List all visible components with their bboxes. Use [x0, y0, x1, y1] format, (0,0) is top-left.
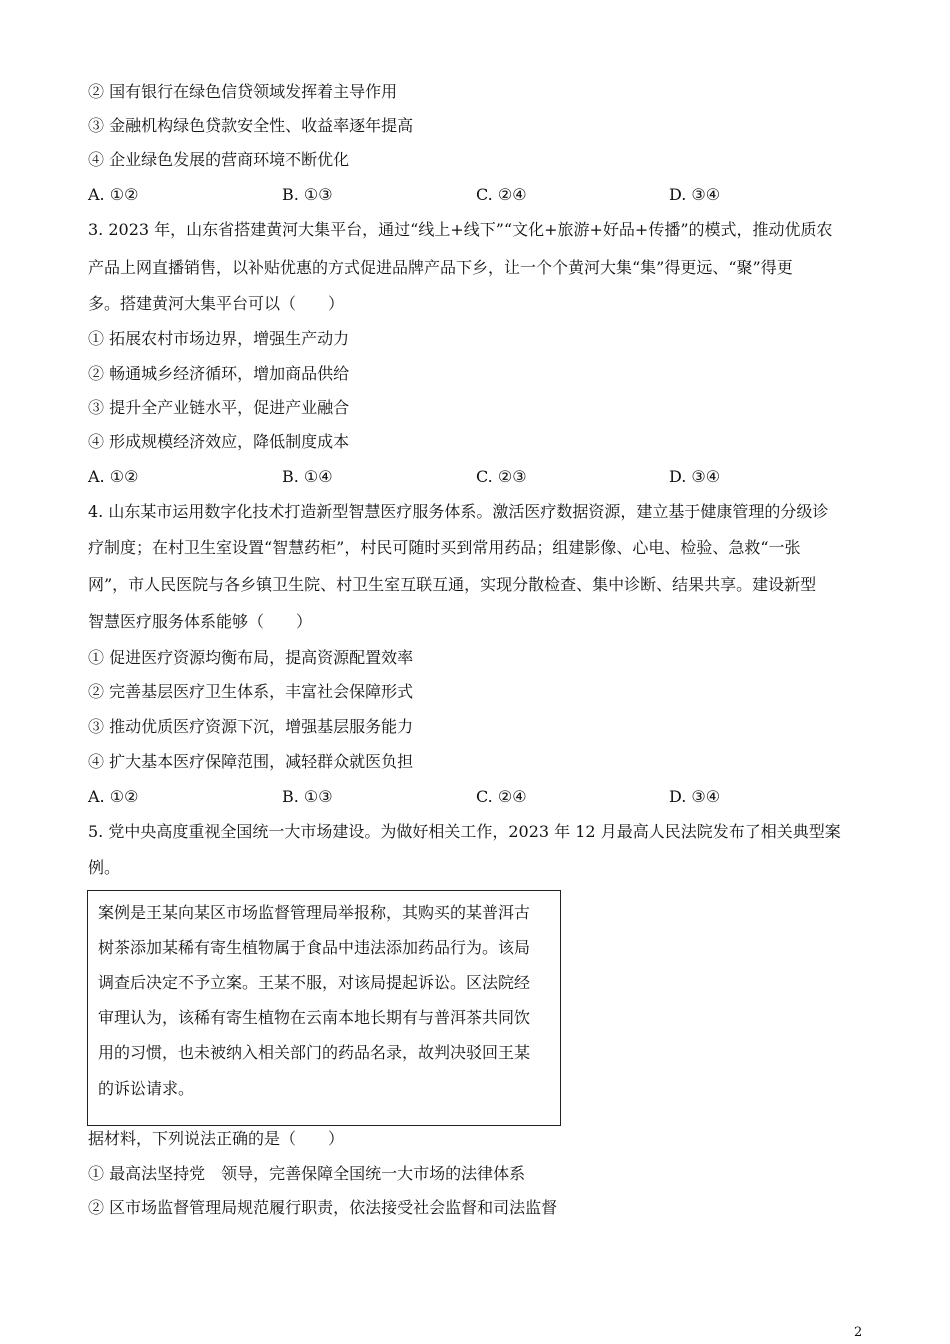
material-line: 树茶添加某稀有寄生植物属于食品中违法添加药品行为。该局: [98, 938, 531, 957]
option-c: C. ②③: [476, 467, 527, 486]
q4-options: [88, 787, 868, 807]
q4-item: ① 促进医疗资源均衡布局，提高资源配置效率: [88, 648, 414, 667]
q3-stem-line: 多。搭建黄河大集平台可以（ ）: [88, 294, 345, 313]
option-d: D. ③④: [669, 467, 721, 486]
q3-item: ③ 提升全产业链水平，促进产业融合: [88, 398, 350, 417]
option-b: B. ①③: [282, 185, 333, 204]
q2-item: ④ 企业绿色发展的营商环境不断优化: [88, 150, 350, 169]
material-box: [87, 890, 561, 1126]
q5-stem-line: 5. 党中央高度重视全国统一大市场建设。为做好相关工作，2023 年 12 月最高人民法院发布了相关典型案: [88, 822, 841, 841]
q3-options: [88, 467, 868, 487]
option-b: B. ①④: [282, 467, 333, 486]
q4-item: ③ 推动优质医疗资源下沉，增强基层服务能力: [88, 717, 414, 736]
option-c: C. ②④: [476, 787, 527, 806]
q4-item: ② 完善基层医疗卫生体系，丰富社会保障形式: [88, 682, 414, 701]
q3-item: ① 拓展农村市场边界，增强生产动力: [88, 329, 350, 348]
material-line: 审理认为，该稀有寄生植物在云南本地长期有与普洱茶共同饮: [98, 1008, 531, 1027]
material-line: 案例是王某向某区市场监督管理局举报称，其购买的某普洱古: [98, 903, 531, 922]
option-a: A. ①②: [88, 787, 139, 806]
q3-stem-line: 产品上网直播销售，以补贴优惠的方式促进品牌产品下乡，让一个个黄河大集“集”得更远、“聚”得更: [88, 258, 793, 277]
q2-item: ② 国有银行在绿色信贷领域发挥着主导作用: [88, 82, 398, 101]
q4-stem-line: 网”，市人民医院与各乡镇卫生院、村卫生室互联互通，实现分散检查、集中诊断、结果共享。建设新型: [88, 575, 817, 594]
q5-stem-line: 例。: [88, 858, 121, 877]
option-a: A. ①②: [88, 467, 139, 486]
option-b: B. ①③: [282, 787, 333, 806]
option-a: A. ①②: [88, 185, 139, 204]
option-c: C. ②④: [476, 185, 527, 204]
q5-item: ① 最高法坚持党 领导，完善保障全国统一大市场的法律体系: [88, 1164, 526, 1183]
material-line: 的诉讼请求。: [98, 1079, 195, 1098]
option-d: D. ③④: [669, 787, 721, 806]
q4-stem-line: 智慧医疗服务体系能够（ ）: [88, 612, 313, 631]
q3-item: ④ 形成规模经济效应，降低制度成本: [88, 432, 350, 451]
q5-question: 据材料，下列说法正确的是（ ）: [88, 1129, 345, 1148]
option-d: D. ③④: [669, 185, 721, 204]
q4-stem-line: 4. 山东某市运用数字化技术打造新型智慧医疗服务体系。激活医疗数据资源，建立基于健康管理的分级诊: [88, 502, 829, 521]
q5-item: ② 区市场监督管理局规范履行职责，依法接受社会监督和司法监督: [88, 1198, 558, 1217]
q4-stem-line: 疗制度；在村卫生室设置“智慧药柜”，村民可随时买到常用药品；组建影像、心电、检验、急救“一张: [88, 538, 801, 557]
page-number: 2: [854, 1325, 863, 1340]
material-line: 用的习惯，也未被纳入相关部门的药品名录，故判决驳回王某: [98, 1043, 531, 1062]
q3-item: ② 畅通城乡经济循环，增加商品供给: [88, 364, 350, 383]
q2-options: [88, 185, 868, 205]
material-line: 调查后决定不予立案。王某不服，对该局提起诉讼。区法院经: [98, 973, 531, 992]
q2-item: ③ 金融机构绿色贷款安全性、收益率逐年提高: [88, 116, 414, 135]
q3-stem-line: 3. 2023 年，山东省搭建黄河大集平台，通过“线上+线下”“文化+旅游+好品+传播”的模式，推动优质农: [88, 220, 833, 239]
q4-item: ④ 扩大基本医疗保障范围，减轻群众就医负担: [88, 752, 414, 771]
